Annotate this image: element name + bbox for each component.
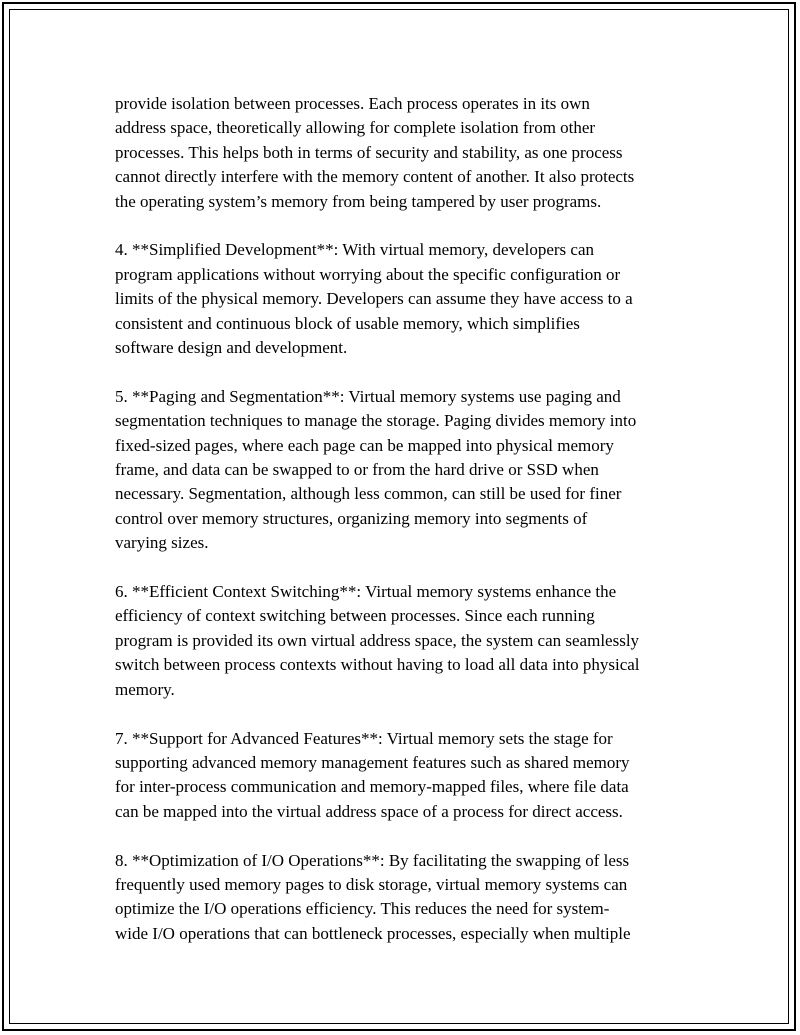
text-line: optimize the I/O operations efficiency. This reduces the need for system- <box>115 899 610 919</box>
text-line: 7. **Support for Advanced Features**: Virtual memory sets the stage for <box>115 728 613 748</box>
text-line: limits of the physical memory. Developers can assume they have access to a <box>115 289 633 309</box>
paragraph-advanced-features <box>115 727 690 825</box>
text-line: switch between process contexts without having to load all data into physical <box>115 655 640 675</box>
text-line: 5. **Paging and Segmentation**: Virtual memory systems use paging and <box>115 386 621 406</box>
text-line: program is provided its own virtual address space, the system can seamlessly <box>115 630 640 650</box>
text-line: 6. **Efficient Context Switching**: Virtual memory systems enhance the <box>115 582 617 602</box>
text-line: necessary. Segmentation, although less common, can still be used for finer <box>115 484 622 504</box>
text-line: address space, theoretically allowing for complete isolation from other <box>115 118 596 138</box>
text-line: segmentation techniques to manage the storage. Paging divides memory into <box>115 411 637 431</box>
text-line: frame, and data can be swapped to or from the hard drive or SSD when <box>115 460 599 480</box>
text-line: efficiency of context switching between processes. Since each running <box>115 606 595 626</box>
paragraph-io-optimization <box>115 849 690 947</box>
text-line: control over memory structures, organizing memory into segments of <box>115 508 588 528</box>
text-line: can be mapped into the virtual address space of a process for direct access. <box>115 801 623 821</box>
text-line: supporting advanced memory management features such as shared memory <box>115 752 630 772</box>
text-line: cannot directly interfere with the memory content of another. It also protects <box>115 167 635 187</box>
paragraph-isolation <box>115 92 690 214</box>
text-line: provide isolation between processes. Each process operates in its own <box>115 94 590 113</box>
document-body <box>115 92 690 971</box>
text-line: consistent and continuous block of usable memory, which simplifies <box>115 313 580 333</box>
text-line: software design and development. <box>115 338 348 358</box>
text-line: varying sizes. <box>115 533 209 553</box>
paragraph-paging-segmentation <box>115 385 690 556</box>
paragraph-simplified-development <box>115 238 690 360</box>
text-line: program applications without worrying about the specific configuration or <box>115 264 621 284</box>
text-line: frequently used memory pages to disk storage, virtual memory systems can <box>115 874 628 894</box>
text-line: the operating system’s memory from being tampered by user programs. <box>115 191 602 211</box>
text-line: 8. **Optimization of I/O Operations**: By facilitating the swapping of less <box>115 850 630 870</box>
text-line: processes. This helps both in terms of security and stability, as one process <box>115 142 623 162</box>
text-line: wide I/O operations that can bottleneck processes, especially when multiple <box>115 923 631 943</box>
text-line: for inter-process communication and memory-mapped files, where file data <box>115 777 629 797</box>
paragraph-context-switching <box>115 580 690 702</box>
text-line: fixed-sized pages, where each page can be mapped into physical memory <box>115 435 614 455</box>
text-line: 4. **Simplified Development**: With virtual memory, developers can <box>115 240 594 260</box>
text-line: memory. <box>115 679 175 699</box>
